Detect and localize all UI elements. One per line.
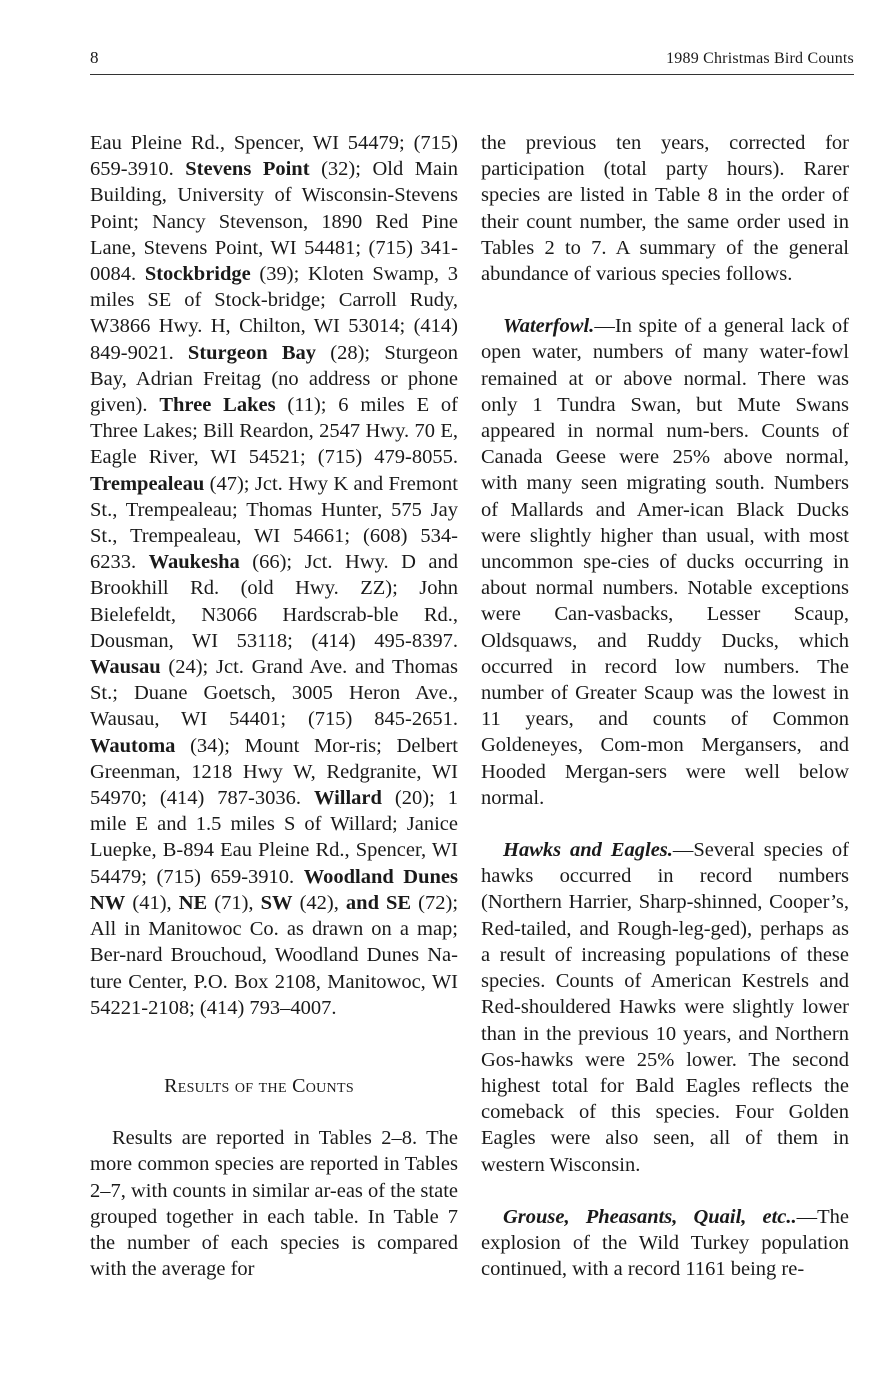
site-name: Waukesha	[148, 551, 240, 574]
count-site-listing: Eau Pleine Rd., Spencer, WI 54479; (715) 659-3910. Stevens Point (32); Old Main Building, University of Wisconsin-Stevens Point; Nancy Stevenson, 1890 Red Pine Lane, Stevens Point, WI 54481; (715) 341-0084. Stockbridge (39); Kloten Swamp, 3 miles SE of Stock-bridge; Carroll Rudy, W3866 Hwy. H, Chilton, WI 53014; (414) 849-9021. Sturgeon Bay (28); Sturgeon Bay, Adrian Freitag (no address or phone given). Three Lakes (11); 6 miles E of Three Lakes; Bill Reardon, 2547 Hwy. 70 E, Eagle River, WI 54521; (715) 479-8055. Trempealeau (47); Jct. Hwy K and Fremont St., Trempealeau; Thomas Hunter, 575 Jay St., Trempealeau, WI 54661; (608) 534-6233. Waukesha (66); Jct. Hwy. D and Brookhill Rd. (old Hwy. ZZ); John Bielefeldt, N3066 Hardscrab-ble Rd., Dousman, WI 53118; (414) 495-8397. Wausau (24); Jct. Grand Ave. and Thomas St.; Duane Goetsch, 3005 Heron Ave., Wausau, WI 54401; (715) 845-2651. Wautoma (34); Mount Mor-ris; Delbert Greenman, 1218 Hwy W, Redgranite, WI 54970; (414) 787-3036. Willard (20); 1 mile E and 1.5 miles S of Willard; Janice Luepke, B-894 Eau Pleine Rd., Spencer, WI 54479; (715) 659-3910. Woodland Dunes NW (41), NE (71), SW (42), and SE (72); All in Manitowoc Co. as drawn on a map; Ber-nard Brouchoud, Woodland Dunes Na-ture Center, P.O. Box 2108, Manitowoc, WI 54221-2108; (414) 793–4007.	[90, 132, 459, 1019]
waterfowl-heading: Waterfowl.	[503, 315, 595, 338]
running-title: 1989 Christmas Bird Counts	[666, 50, 854, 67]
hawks-heading: Hawks and Eagles.	[503, 839, 673, 862]
continuation-paragraph: the previous ten years, corrected for participation (total party hours). Rarer species are listed in Table 8 in the order of their count number, the same order used in Tables 2 to 7. A summary of the general abundance of various species follows.	[481, 132, 849, 286]
page-header	[90, 44, 854, 75]
site-name: Wausau	[90, 656, 161, 679]
site-name: Trempealeau	[90, 472, 205, 495]
grouse-paragraph: Grouse, Pheasants, Quail, etc..—The explosion of the Wild Turkey population continued, with a record 1161 being re-	[481, 1205, 849, 1281]
site-name: SW	[260, 891, 293, 914]
site-name: Stevens Point	[185, 158, 310, 181]
right-column	[481, 130, 849, 1282]
site-name: Three Lakes	[159, 394, 276, 417]
site-name: Wautoma	[90, 734, 176, 757]
site-name: Woodland Dunes NW	[90, 865, 458, 914]
site-name: Willard	[313, 787, 382, 810]
site-name: NE	[178, 891, 208, 914]
results-paragraph: Results are reported in Tables 2–8. The more common species are reported in Tables 2–7, with counts in similar ar-eas of the state grouped together in each table. In Table 7 the number of each species is compared with the average for	[90, 1127, 458, 1281]
hawks-paragraph: Hawks and Eagles.—Several species of hawks occurred in record numbers (Northern Harrier, Sharp-shinned, Cooper’s, Red-tailed, and Rough-leg-ged), perhaps as a result of increasing populations of these species. Counts of American Kestrels and Red-shouldered Hawks were slightly lower than in the previous 10 years, and Northern Gos-hawks were 25% lower. The second highest total for Bald Eagles reflects the comeback of this species. Four Golden Eagles were also seen, all of them in western Wisconsin.	[481, 839, 849, 1176]
page-number: 8	[90, 48, 99, 67]
site-name: and SE	[345, 891, 412, 914]
site-name: Stockbridge	[144, 263, 251, 286]
site-name: Sturgeon Bay	[187, 341, 317, 364]
waterfowl-paragraph: Waterfowl.—In spite of a general lack of open water, numbers of many water-fowl remained at or above normal. There was only 1 Tundra Swan, but Mute Swans appeared in normal num-bers. Counts of Canada Geese were 25% above normal, with many seen migrating south. Numbers of Mallards and Amer-ican Black Ducks were slightly higher than usual, with most uncommon spe-cies of ducks occurring in about normal numbers. Notable exceptions were Can-vasbacks, Lesser Scaup, Oldsquaws, and Ruddy Ducks, which occurred in record low numbers. The number of Greater Scaup was the lowest in 11 years, and counts of Common Goldeneyes, Com-mon Mergansers, and Hooded Mergan-sers were well below normal.	[481, 315, 849, 809]
grouse-heading: Grouse, Pheasants, Quail, etc..	[503, 1205, 797, 1228]
left-column	[90, 130, 458, 1282]
section-heading-results: Results of the Counts	[164, 1074, 354, 1097]
